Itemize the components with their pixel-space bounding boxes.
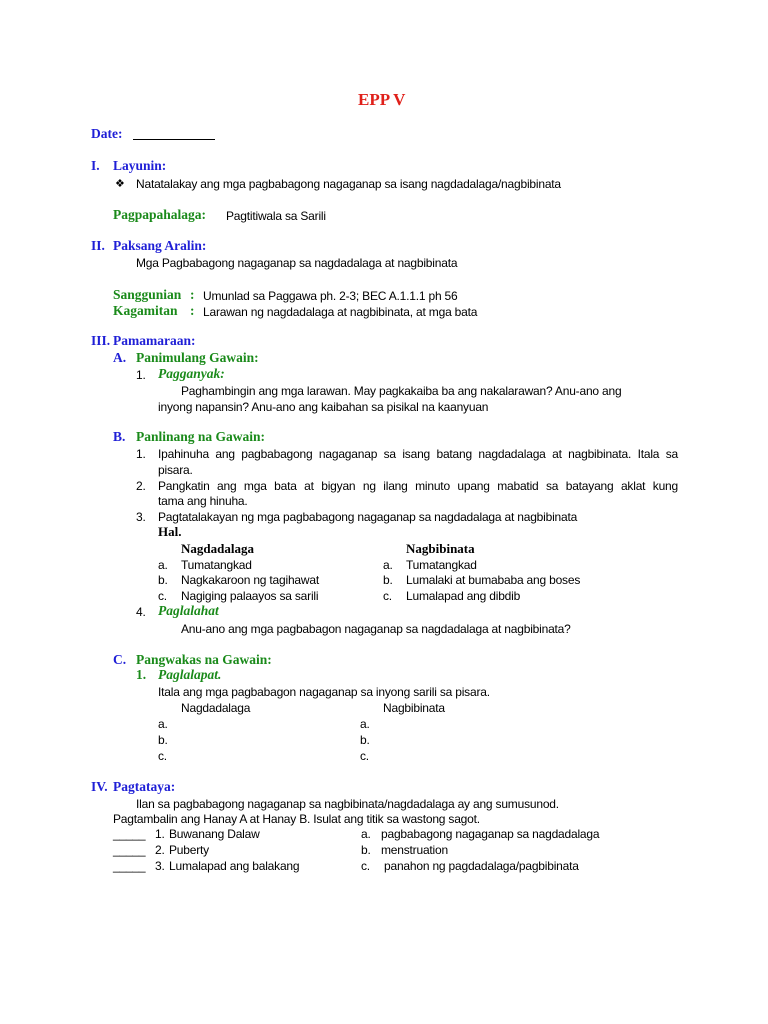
subsection-b-heading: Panlinang na Gawain: [136,429,266,444]
col2-marker: c. [383,589,392,603]
c-col2-marker: b. [360,733,370,747]
column-b-marker: c. [361,859,370,873]
subsection-c-heading: Pangwakas na Gawain: [136,652,272,667]
b-item4-text: Anu-ano ang mga pagbabagon nagaganap sa nagdadalaga at nagbibinata? [181,622,571,636]
c-col1-marker: b. [158,733,168,747]
a-item1-number: 1. [136,368,146,382]
a-item1-line1: Paghambingin ang mga larawan. May pagkakaiba ba ang nakalarawan? Anu-ano ang [181,384,622,398]
column-b-marker: a. [361,827,371,841]
a-item1-line2: inyong napansin? Anu-ano ang kaibahan sa pisikal na kaanyuan [158,400,489,414]
materials-colon: : [190,303,195,318]
b-item2-line1: Pangkatin ang mga bata at bigyan ng ilang minuto upang mabatid sa batayang aklat kung [158,479,678,493]
col1-marker: a. [158,558,168,572]
a-item1-label: Pagganyak: [158,366,225,381]
col2-marker: a. [383,558,393,572]
c-item1-number: 1. [136,667,147,682]
materials-label: Kagamitan [113,303,178,318]
section-4-heading: Pagtataya: [113,779,176,794]
c-item1-label: Paglalapat. [158,667,222,682]
section-2-heading: Paksang Aralin: [113,238,207,253]
values-label: Pagpapahalaga: [113,207,207,222]
table-col1-header: Nagdadalaga [181,541,254,556]
col2-marker: b. [383,573,393,587]
column-a-item: Lumalapad ang balakang [169,859,300,873]
reference-colon: : [190,287,195,302]
diamond-bullet-icon: ❖ [115,178,125,190]
section-1-heading: Layunin: [113,158,167,173]
c-col1-header: Nagdadalaga [181,701,251,715]
b-item3-number: 3. [136,510,146,524]
column-b-item: panahon ng pagdadalaga/pagbibinata [384,859,579,873]
values-text: Pagtitiwala sa Sarili [226,209,326,223]
subsection-c-letter: C. [113,652,127,667]
example-label: Hal. [158,524,182,539]
col2-item: Lumalapad ang dibdib [406,589,521,603]
c-col1-marker: a. [158,717,168,731]
answer-blank: _____ [113,843,146,857]
col1-marker: b. [158,573,168,587]
col1-item: Nagkakaroon ng tagihawat [181,573,319,587]
assessment-instruction-1: Ilan sa pagbabagong nagaganap sa nagbibinata/nagdadalaga ay ang sumusunod. [136,797,559,811]
c-col2-marker: a. [360,717,370,731]
column-a-number: 2. [155,843,165,857]
table-col2-header: Nagbibinata [406,541,475,556]
c-col2-header: Nagbibinata [383,701,445,715]
subsection-a-letter: A. [113,350,127,365]
assessment-instruction-2: Pagtambalin ang Hanay A at Hanay B. Isulat ang titik sa wastong sagot. [113,812,480,826]
b-item4-label: Paglalahat [158,603,219,618]
column-a-number: 3. [155,859,165,873]
document-title: EPP V [358,90,406,109]
col1-item: Tumatangkad [181,558,252,572]
objective-text: Natatalakay ang mga pagbabagong nagaganap sa isang nagdadalaga/nagbibinata [136,177,561,191]
materials-text: Larawan ng nagdadalaga at nagbibinata, at mga bata [203,305,478,319]
answer-blank: _____ [113,859,146,873]
section-4-numeral: IV. [91,779,108,794]
section-3-heading: Pamamaraan: [113,333,196,348]
b-item2-line2: tama ang hinuha. [158,494,248,508]
c-item1-text: Itala ang mga pagbabagon nagaganap sa inyong sarili sa pisara. [158,685,490,699]
col1-marker: c. [158,589,167,603]
column-b-item: pagbabagong nagaganap sa nagdadalaga [381,827,600,841]
date-label: Date: [91,126,123,141]
column-b-item: menstruation [381,843,448,857]
answer-blank: _____ [113,827,146,841]
subsection-b-letter: B. [113,429,126,444]
date-blank-line [133,139,215,140]
b-item4-number: 4. [136,605,146,619]
column-a-item: Puberty [169,843,209,857]
b-item1-number: 1. [136,447,146,461]
col2-item: Tumatangkad [406,558,477,572]
b-item1-line1: Ipahinuha ang pagbabagong nagaganap sa isang batang nagdadalaga at nagbibinata. Itala sa [158,447,678,461]
reference-text: Umunlad sa Paggawa ph. 2-3; BEC A.1.1.1 ph 56 [203,289,458,303]
subsection-a-heading: Panimulang Gawain: [136,350,259,365]
topic-text: Mga Pagbabagong nagaganap sa nagdadalaga at nagbibinata [136,256,458,270]
b-item3-text: Pagtatalakayan ng mga pagbabagong nagaganap sa nagdadalaga at nagbibinata [158,510,578,524]
column-a-item: Buwanang Dalaw [169,827,260,841]
section-3-numeral: III. [91,333,111,348]
column-b-marker: b. [361,843,371,857]
reference-label: Sanggunian [113,287,182,302]
b-item1-line2: pisara. [158,463,193,477]
c-col2-marker: c. [360,749,369,763]
b-item2-number: 2. [136,479,146,493]
c-col1-marker: c. [158,749,167,763]
column-a-number: 1. [155,827,165,841]
section-1-numeral: I. [91,158,100,173]
col1-item: Nagiging palaayos sa sarili [181,589,319,603]
section-2-numeral: II. [91,238,105,253]
col2-item: Lumalaki at bumababa ang boses [406,573,581,587]
